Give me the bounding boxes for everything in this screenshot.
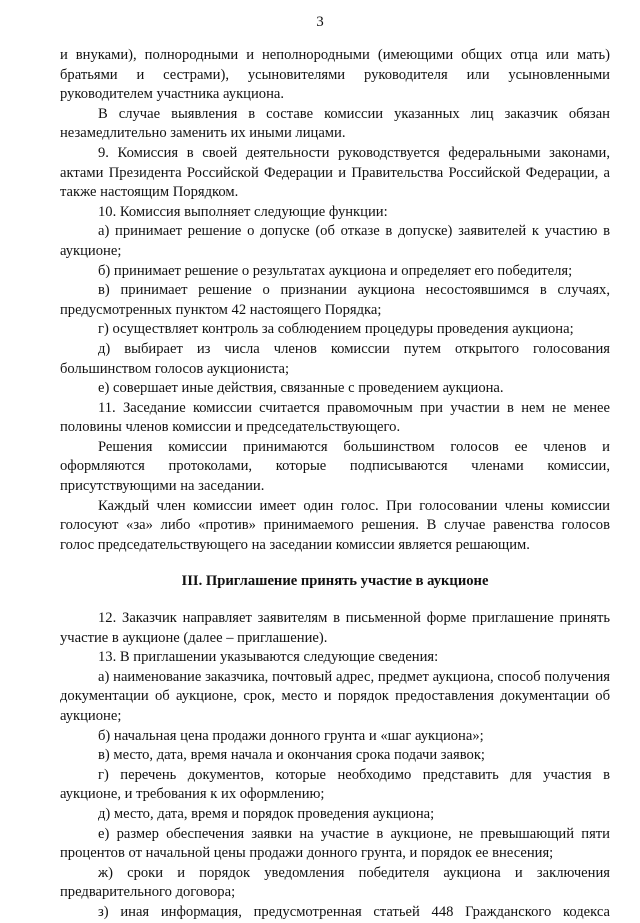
list-item-13b: б) начальная цена продажи донного грунта и «шаг аукциона»; [98,727,484,744]
list-item-13c: в) место, дата, время начала и окончания срока подачи заявок; [98,747,485,764]
paragraph-item-10: 10. Комиссия выполняет следующие функции: [98,203,388,220]
list-item-13g: ж) сроки и порядок уведомления победителя аукциона и заключения предварительного договора; [60,864,610,901]
list-item-10b: б) принимает решение о результатах аукциона и определяет его победителя; [98,262,573,279]
paragraph-item-13: 13. В приглашении указываются следующие сведения: [98,649,439,666]
list-item-13e: д) место, дата, время и порядок проведения аукциона; [98,805,435,822]
paragraph-item-9: 9. Комиссия в своей деятельности руководствуется федеральными законами, актами Президента Российской Федерации и Правительства Российской Федерации, а также настоящим Порядком. [60,144,610,201]
paragraph-replacement-rule: В случае выявления в составе комиссии указанных лиц заказчик обязан незамедлительно заменить их иными лицами. [60,105,610,142]
list-item-10f: е) совершает иные действия, связанные с проведением аукциона. [98,380,504,397]
paragraph-continuation: и внуками), полнородными и неполнородными (имеющими общих отца или мать) братьями и сестрами), усыновителями руководителя или усыновленными руководителем участника аукциона. [60,47,610,103]
list-item-10e: д) выбирает из числа членов комиссии путем открытого голосования большинством голосов аукциониста; [60,340,610,377]
list-item-13f: е) размер обеспечения заявки на участие в аукционе, не превышающий пяти процентов от начальной цены продажи донного грунта, и порядок ее внесения; [60,825,610,862]
list-item-13h: з) иная информация, предусмотренная статьей 448 Гражданского кодекса [98,903,610,920]
list-item-13a: а) наименование заказчика, почтовый адрес, предмет аукциона, способ получения документации об аукционе, срок, место и порядок предоставления документации об аукционе; [60,668,610,724]
list-item-10a: а) принимает решение о допуске (об отказе в допуске) заявителей к участию в аукционе; [60,223,610,259]
list-item-10d: г) осуществляет контроль за соблюдением процедуры проведения аукциона; [98,321,574,338]
paragraph-decisions: Решения комиссии принимаются большинством голосов ее членов и оформляются протоколами, которые подписываются членами комиссии, присутствующими на заседании. [60,438,610,495]
section-heading: III. Приглашение принять участие в аукционе [181,573,489,590]
page-number: 3 [316,14,324,30]
paragraph-item-11: 11. Заседание комиссии считается правомочным при участии в нем не менее половины членов комиссии и председательствующего. [60,399,610,436]
paragraph-voting: Каждый член комиссии имеет один голос. При голосовании члены комиссии голосуют «за» либо «против» принимаемого решения. В случае равенства голосов голос председательствующего на заседании комиссии является решающим. [60,497,610,553]
list-item-13d: г) перечень документов, которые необходимо представить для участия в аукционе, и требования к их оформлению; [60,766,610,803]
document-body [60,46,610,923]
paragraph-item-12: 12. Заказчик направляет заявителям в письменной форме приглашение принять участие в аукционе (далее – приглашение). [60,610,610,646]
list-item-10c: в) принимает решение о признании аукциона несостоявшимся в случаях, предусмотренных пунктом 42 настоящего Порядка; [60,282,610,318]
